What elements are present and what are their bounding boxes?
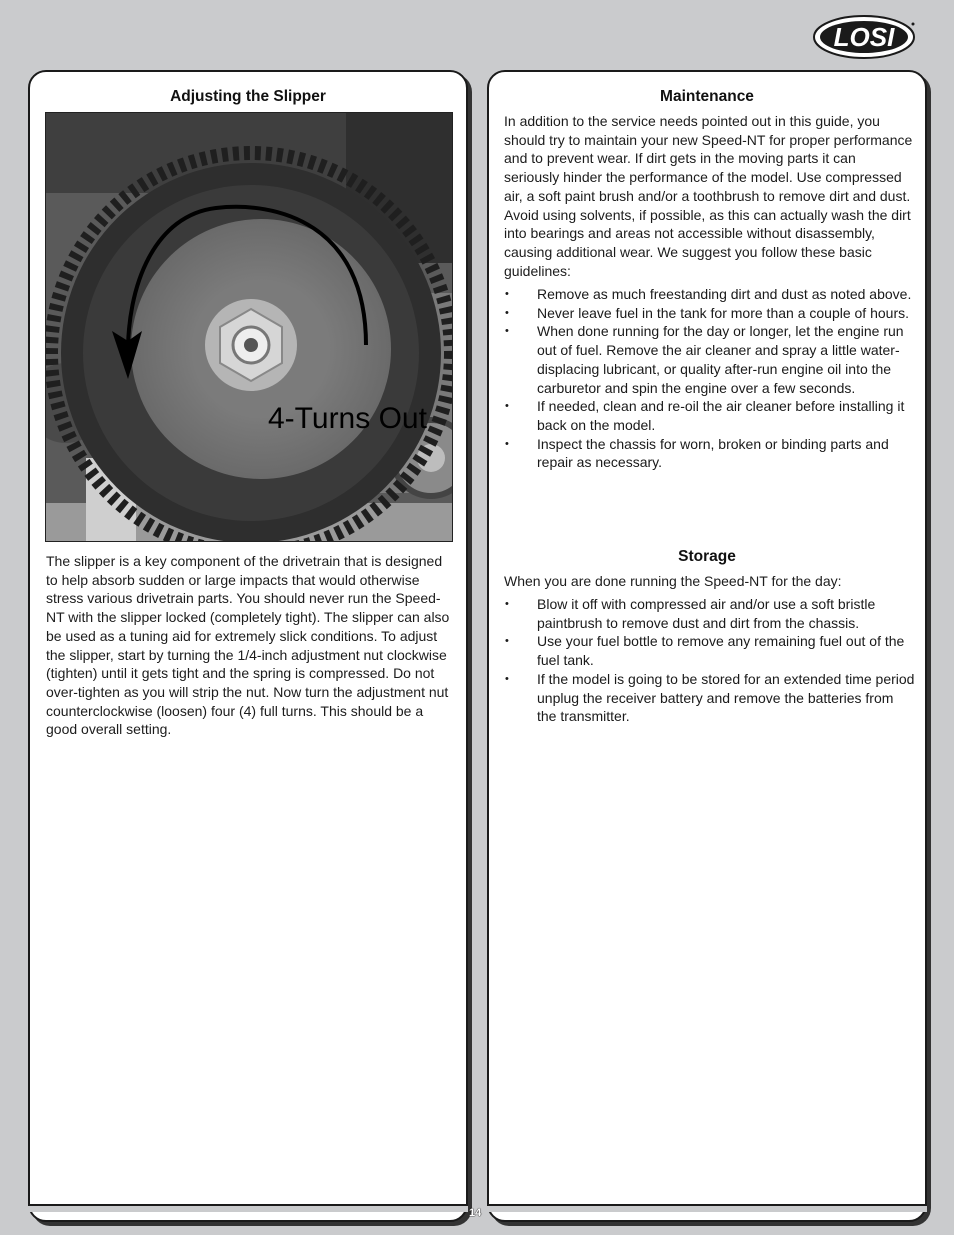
storage-list: [505, 595, 915, 726]
slipper-heading: Adjusting the Slipper: [170, 88, 326, 105]
slipper-paragraph: The slipper is a key component of the drivetrain that is designed to help absorb sudden or large impacts that would otherwise stress various drivetrain parts. You should never run the Speed-NT with the slipper locked (completely tight). The slipper can also be used as a tuning aid for extremely slick conditions. To adjust the slipper, start by turning the 1/4-inch adjustment nut clockwise (tighten) until it gets tight and the spring is compressed. Do not over-tighten as you will strip the nut. Now turn the adjustment nut counterclockwise (loosen) four (4) full turns. This should be a good overall setting.: [46, 553, 450, 738]
maintenance-list: [505, 285, 915, 472]
panel-bottom-rule: [28, 1204, 468, 1212]
storage-heading: Storage: [678, 548, 736, 565]
maintenance-panel: [487, 70, 927, 1222]
list-item: • Blow it off with compressed air and/or use a soft bristle paintbrush to remove dust and dirt from the chassis.: [505, 595, 915, 632]
losi-logo: [812, 14, 920, 60]
storage-intro: When you are done running the Speed-NT for the day:: [504, 573, 842, 589]
list-item: • Never leave fuel in the tank for more than a couple of hours.: [505, 304, 915, 323]
list-item: • If needed, clean and re-oil the air cleaner before installing it back on the model.: [505, 397, 915, 434]
maintenance-intro: In addition to the service needs pointed out in this guide, you should try to maintain your new Speed-NT for proper performance and to prevent wear. If dirt gets in the moving parts it can seriously hinder the performance of the model. Use compressed air, a soft paint brush and/or a toothbrush to remove dirt and dust. Avoid using solvents, if possible, as this can actually wash the dirt into bearings and areas not accessible without disassembly, causing additional wear. We suggest you follow these basic guidelines:: [504, 113, 913, 279]
list-item: • Remove as much freestanding dirt and dust as noted above.: [505, 285, 915, 304]
svg-text:LOSI: LOSI: [833, 22, 895, 52]
panel-bottom-rule: [487, 1204, 927, 1212]
page-number: 14: [469, 1207, 482, 1219]
list-item: • When done running for the day or longer, let the engine run out of fuel. Remove the air cleaner and spray a little water-displacing lubricant, or quality after-run engine oil into the carburetor and spin the engine over a few seconds.: [505, 322, 915, 397]
slipper-panel: [28, 70, 468, 1222]
list-item: • Inspect the chassis for worn, broken or binding parts and repair as necessary.: [505, 435, 915, 472]
turns-out-caption: 4-Turns Out: [268, 402, 427, 435]
list-item: • If the model is going to be stored for an extended time period unplug the receiver battery and remove the batteries from the transmitter.: [505, 670, 915, 726]
slipper-photo: [45, 112, 453, 542]
maintenance-heading: Maintenance: [660, 88, 754, 105]
list-item: • Use your fuel bottle to remove any remaining fuel out of the fuel tank.: [505, 632, 915, 669]
